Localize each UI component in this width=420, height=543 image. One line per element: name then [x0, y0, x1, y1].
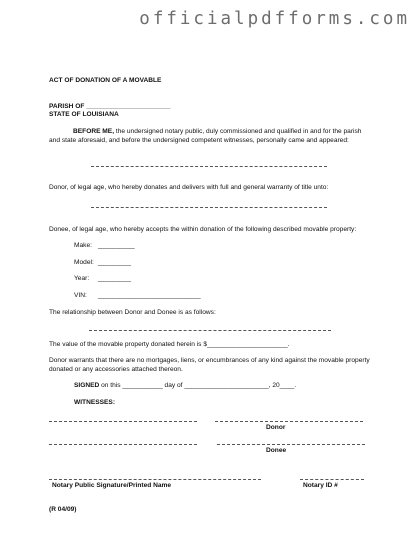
notary-signature-line[interactable] [49, 479, 261, 480]
witnesses-heading: WITNESSES: [74, 399, 116, 406]
donor-statement: Donor, of legal age, who hereby donates and delivers with full and general warranty of title unto: [49, 184, 329, 191]
witness-2-line[interactable] [49, 444, 197, 445]
donee-name-line[interactable] [91, 207, 327, 208]
vin-blank[interactable]: ____________________________ [98, 292, 201, 299]
model-label: Model: [74, 259, 94, 266]
vin-label: VIN: [74, 292, 87, 299]
donee-signature-line[interactable] [217, 444, 365, 445]
donee-statement: Donee, of legal age, who hereby accepts the within donation of the following described movable property: [49, 226, 357, 233]
intro-paragraph [49, 127, 371, 145]
signed-rest: on this ___________ day of _______________________, 20____. [99, 382, 297, 389]
notary-signature-label: Notary Public Signature/Printed Name [52, 482, 172, 489]
make-blank[interactable]: __________ [98, 242, 135, 249]
model-blank[interactable]: _________ [98, 259, 132, 266]
signed-statement [74, 381, 296, 390]
parish-field: PARISH OF _______________________ [49, 103, 171, 110]
state-label: STATE OF LOUISIANA [49, 111, 119, 118]
revision-code: (R 04/09) [49, 506, 77, 513]
value-statement: The value of the movable property donated herein is $______________________. [49, 341, 290, 348]
document-title: ACT OF DONATION OF A MOVABLE [49, 77, 162, 84]
notary-id-label: Notary ID # [303, 482, 338, 489]
watermark: officialpdfforms.com [139, 9, 410, 29]
notary-id-line[interactable] [300, 479, 364, 480]
intro-rest: the undersigned notary public, duly commissioned and qualified in and for the parish and state aforesaid, and before the undersigned competent witnesses, personally came and appeared: [49, 128, 362, 144]
relationship-line[interactable] [89, 330, 331, 331]
warranty-statement: Donor warrants that there are no mortgages, liens, or encumbrances of any kind against the movable property donated or any accessories attached thereon. [49, 357, 370, 373]
year-label: Year: [74, 275, 90, 282]
make-label: Make: [74, 242, 92, 249]
relationship-statement: The relationship between Donor and Donee is as follows: [49, 309, 216, 316]
donee-label: Donee [266, 447, 287, 454]
year-blank[interactable]: _________ [98, 275, 132, 282]
donor-signature-line[interactable] [215, 421, 363, 422]
donor-label: Donor [266, 424, 286, 431]
intro-bold: BEFORE ME, [73, 128, 115, 135]
signed-bold: SIGNED [74, 382, 100, 389]
donor-name-line[interactable] [91, 166, 327, 167]
witness-1-line[interactable] [49, 421, 197, 422]
